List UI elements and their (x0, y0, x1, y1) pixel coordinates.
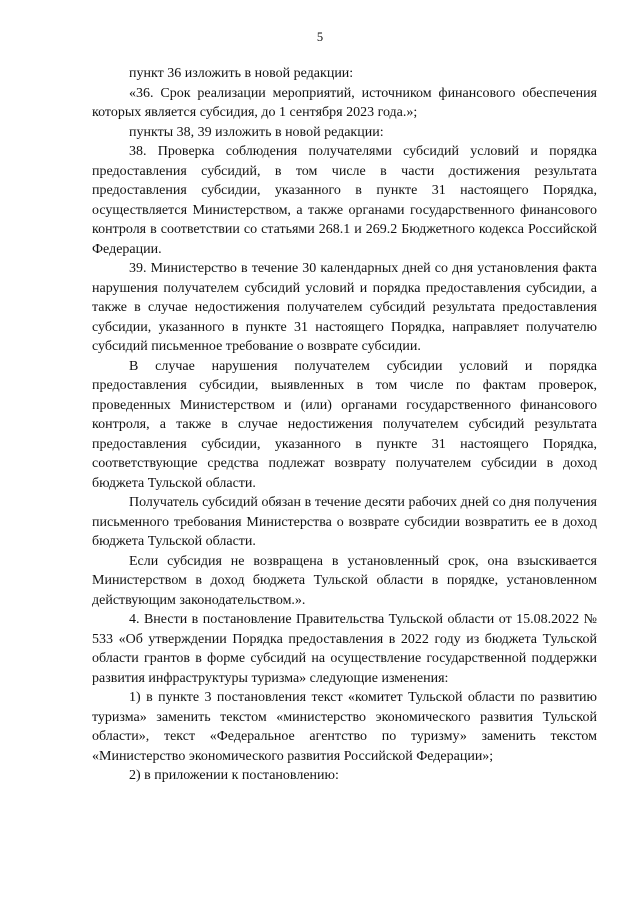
paragraph: 1) в пункте 3 постановления текст «комитет Тульской области по развитию туризма» заменить текстом «министерство экономического развития Тульской области», текст «Федеральное агентство по туризму» заменить текстом «Министерство экономического развития Российской Федерации»; (92, 690, 597, 764)
paragraph: 39. Министерство в течение 30 календарных дней со дня установления факта нарушения получателем субсидий условий и порядка предоставления субсидии, а также в случае недостижения получателем субсидий результата предоставления субсидии, указанного в пункте 31 настоящего Порядка, направляет получателю субсидий письменное требование о возврате субсидии. (92, 261, 597, 354)
paragraph: 38. Проверка соблюдения получателями субсидий условий и порядка предоставления субсидий, в том числе в части достижения результата предоставления субсидии, указанного в пункте 31 настоящего Порядка, осуществляется Министерством, а также органами государственного финансового контроля в соответствии со статьями 268.1 и 269.2 Бюджетного кодекса Российской Федерации. (92, 144, 597, 257)
document-body (92, 64, 597, 786)
page-number: 5 (316, 30, 324, 44)
paragraph: 2) в приложении к постановлению: (129, 768, 339, 783)
paragraph: Если субсидия не возвращена в установленный срок, она взыскивается Министерством в доход бюджета Тульской области в порядке, установленном действующим законодательством.». (92, 553, 597, 608)
paragraph: «36. Срок реализации мероприятий, источником финансового обеспечения которых является субсидия, до 1 сентября 2023 года.»; (92, 85, 597, 120)
paragraph: пункт 36 изложить в новой редакции: (129, 66, 354, 81)
paragraph: пункты 38, 39 изложить в новой редакции: (129, 124, 384, 140)
paragraph: 4. Внести в постановление Правительства Тульской области от 15.08.2022 № 533 «Об утверждении Порядка предоставления в 2022 году из бюджета Тульской области грантов в форме субсидий на осуществление государственной поддержки развития инфраструктуры туризма» следующие изменения: (92, 612, 597, 686)
paragraph: В случае нарушения получателем субсидии условий и порядка предоставления субсидии, выявленных в том числе по фактам проверок, проведенных Министерством и (или) органами государственного финансового контроля, а также в случае недостижения получателем субсидий результата предоставления субсидии, указанного в пункте 31 настоящего Порядка, соответствующие средства подлежат возврату получателем субсидии в доход бюджета Тульской области. (92, 358, 597, 491)
paragraph: Получатель субсидий обязан в течение десяти рабочих дней со дня получения письменного требования Министерства о возврате субсидии возвратить ее в доход бюджета Тульской области. (92, 495, 597, 549)
